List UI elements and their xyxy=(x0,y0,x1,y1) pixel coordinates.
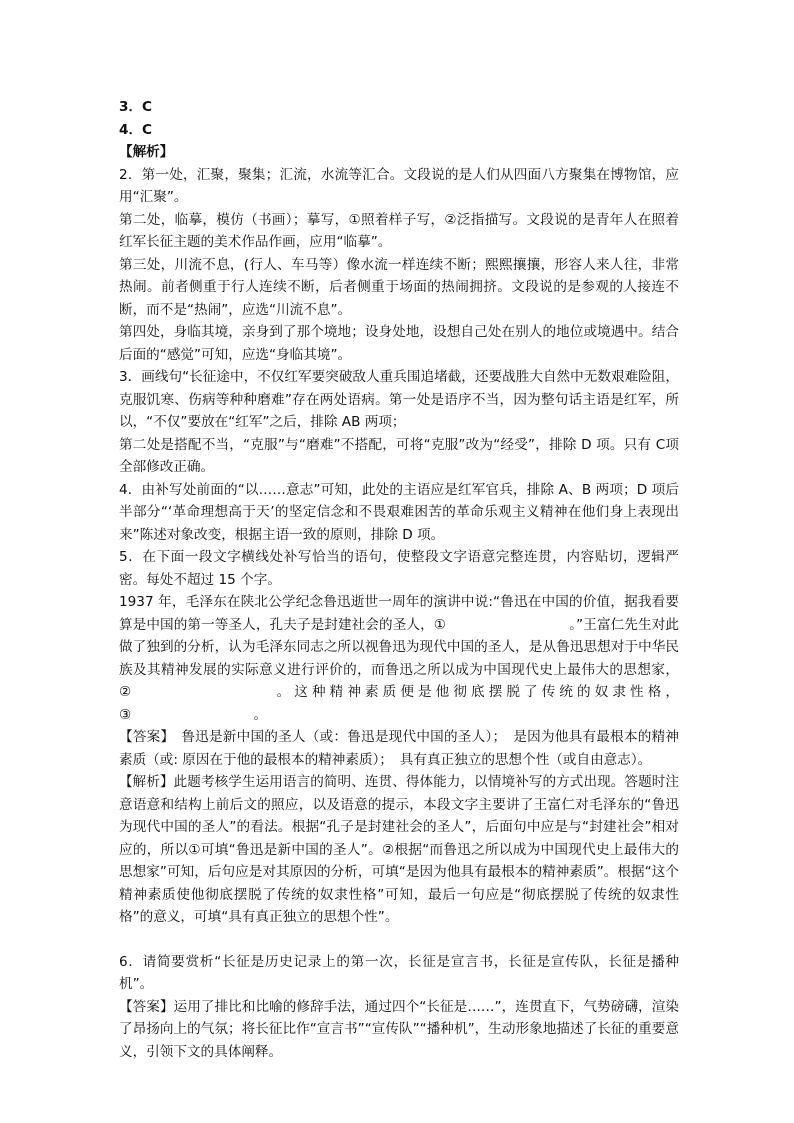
analysis-3-part-1: 3．画线句“长征途中，不仅红军要突破敌人重兵围追堵截，还要战胜大自然中无数艰难险阻，克服饥寒、伤病等种种磨难”存在两处语病。第一处是语序不当，因为整句话主语是红军，所以，“不仅”要放在“红军”之后，排除 AB 两项； xyxy=(119,369,679,430)
paragraph-gap xyxy=(119,929,679,951)
analysis-3-part-2: 第二处是搭配不当，“克服”与“磨难”不搭配，可将“克服”改为“经受”，排除 D 项。只有 C项全部修改正确。 xyxy=(119,436,679,475)
answer-3: 3．C xyxy=(119,99,153,115)
question-5-passage: 1937 年，毛泽东在陕北公学纪念鲁迅逝世一周年的演讲中说:“鲁迅在中国的价值，据我看要算是中国的第一等圣人，孔夫子是封建社会的圣人，① 。”王富仁先生对此做了独到的分析，认为毛泽东同志之所以视鲁迅为现代中国的圣人，是从鲁迅思想对于中华民族及其精神发展的实际意义进行评价的，而鲁迅之所以成为中国现代史上最伟大的思想家，② 。这种精神素质便是他彻底摆脱了传统的奴隶性格，③ 。 xyxy=(119,594,679,723)
analysis-2-part-3: 第三处，川流不息，(行人、车马等）像水流一样连续不断；熙熙攘攘，形容人来人往，非常热闹。前者侧重于行人连续不断，后者侧重于场面的热闹拥挤。文段说的是参观的人接连不断，而不是“热闹”，应选“川流不息”。 xyxy=(119,256,679,318)
question-5: 5．在下面一段文字横线处补写恰当的语句，使整段文字语意完整连贯，内容贴切，逻辑严密。每处不超过 15 个字。 xyxy=(119,549,679,588)
answer-explanation-body xyxy=(119,96,679,1063)
analysis-2-part-1: 2．第一处，汇聚，聚集；汇流，水流等汇合。文段说的是人们从四面八方聚集在博物馆，应用“汇聚”。 xyxy=(119,166,679,205)
analysis-5: 【解析】此题考核学生运用语言的简明、连贯、得体能力，以情境补写的方式出现。答题时注意语意和结构上前后文的照应，以及语意的提示，本段文字主要讲了王富仁对毛泽东的“鲁迅为现代中国的圣人”的看法。根据“孔子是封建社会的圣人”，后面句中应是与“封建社会”相对应的，所以①可填“鲁迅是新中国的圣人”。②根据“而鲁迅之所以成为中国现代史上最伟大的思想家”可知，后句应是对其原因的分析，可填“是因为他具有最根本的精神素质”。根据“这个精神素质使他彻底摆脱了传统的奴隶性格”可知，最后一句应是“彻底摆脱了传统的奴隶性格”的意义，可填“具有真正独立的思想个性”。 xyxy=(119,774,679,925)
analysis-2-part-2: 第二处，临摹，模仿（书画）；摹写，①照着样子写，②泛指描写。文段说的是青年人在照着红军长征主题的美术作品作画，应用“临摹”。 xyxy=(119,211,679,250)
analysis-heading: 【解析】 xyxy=(119,144,174,160)
answer-4: 4．C xyxy=(119,121,153,138)
answer-5: 【答案】 鲁迅是新中国的圣人（或：鲁迅是现代中国的圣人）； 是因为他具有最根本的精神素质（或: 原因在于他的最根本的精神素质）； 具有真正独立的思想个性（或自由意志）。 xyxy=(119,729,679,768)
analysis-4: 4．由补写处前面的“以……意志”可知，此处的主语应是红军官兵，排除 A、B 两项；D 项后半部分“‘革命理想高于天’的坚定信念和不畏艰难困苦的革命乐观主义精神在他们身上表现出来”陈述对象改变，根据主语一致的原则，排除 D 项。 xyxy=(119,481,679,543)
analysis-2-part-4: 第四处，身临其境，亲身到了那个境地；设身处地，设想自己处在别人的地位或境遇中。结合后面的“感觉”可知，应选“身临其境”。 xyxy=(119,324,679,363)
answer-6: 【答案】运用了排比和比喻的修辞手法，通过四个“长征是……”，连贯直下，气势磅礴，渲染了昂扬向上的气氛；将长征比作“宣言书”“宣传队”“播种机”，生动形象地描述了长征的重要意义，引领下文的具体阐释。 xyxy=(119,998,679,1060)
question-6: 6．请简要赏析“长征是历史记录上的第一次，长征是宣言书，长征是宣传队，长征是播种机”。 xyxy=(119,953,679,992)
